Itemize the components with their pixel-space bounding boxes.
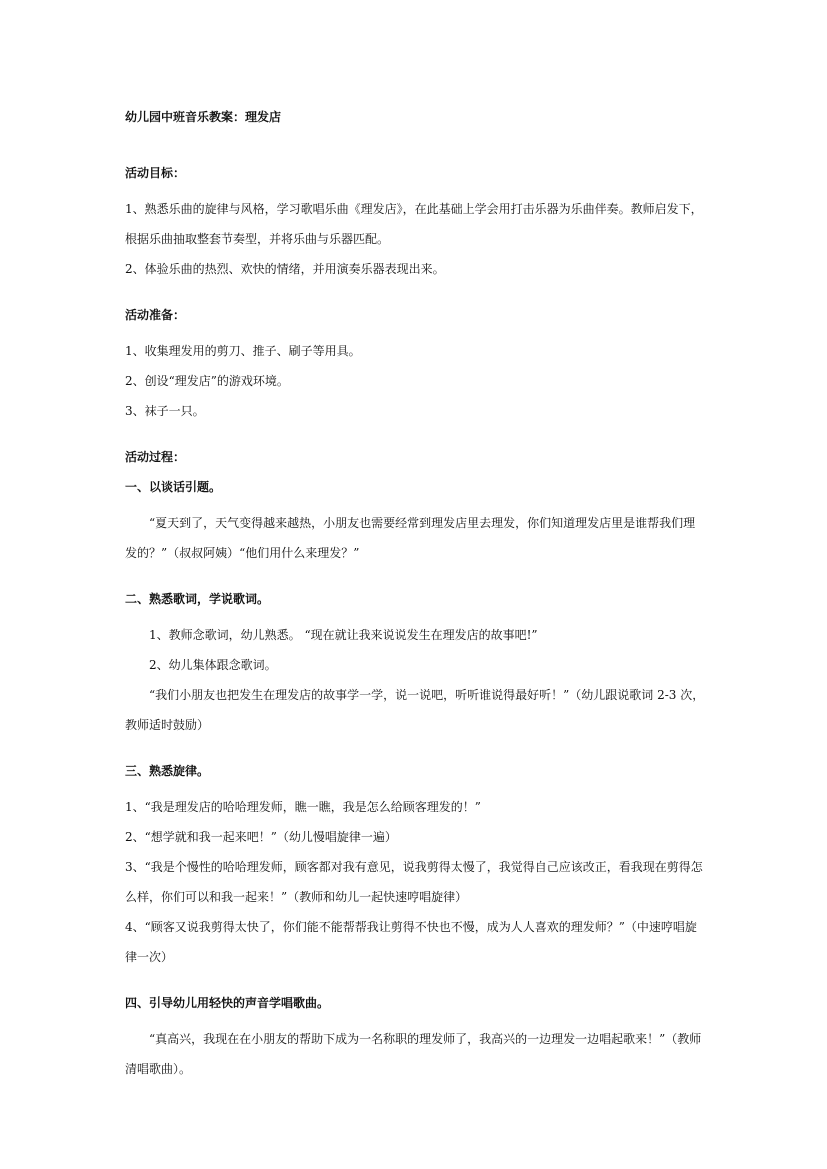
step-3-line: 4、“顾客又说我剪得太快了，你们能不能帮帮我让剪得不快也不慢，成为人人喜欢的理发师？”（中速哼唱旋律一次） [125,920,697,964]
goals-heading: 活动目标： [125,166,186,180]
step-3-line: 3、“我是个慢性的哈哈理发师，顾客都对我有意见，说我剪得太慢了，我觉得自己应该改正，看我现在剪得怎么样，你们可以和我一起来！”（教师和幼儿一起快速哼唱旋律） [125,860,703,904]
step-4-heading: 四、引导幼儿用轻快的声音学唱歌曲。 [125,996,330,1010]
step-2-line: 2、幼儿集体跟念歌词。 [149,658,277,672]
spacer [125,972,705,994]
step-3-line: 1、“我是理发店的哈哈理发师，瞧一瞧，我是怎么给顾客理发的！” [125,800,481,814]
process-heading: 活动过程： [125,450,186,464]
spacer [125,284,705,306]
step-2-line: “我们小朋友也把发生在理发店的故事学一学，说一说吧，听听谁说得最好听！”（幼儿跟说歌词 2-3 次，教师适时鼓励） [125,688,705,732]
prep-section [125,306,705,426]
step-1-text: “夏天到了，天气变得越来越热，小朋友也需要经常到理发店里去理发，你们知道理发店里是谁帮我们理发的？”（叔叔阿姨）“他们用什么来理发？” [125,516,696,560]
step-2-line: 1、教师念歌词，幼儿熟悉。 “现在就让我来说说发生在理发店的故事吧!” [149,628,538,642]
spacer [125,426,705,448]
document-title: 幼儿园中班音乐教案：理发店 [125,110,282,124]
step-2-heading: 二、熟悉歌词，学说歌词。 [125,592,270,606]
step-3-line: 2、“想学就和我一起来吧！”（幼儿慢唱旋律一遍） [125,830,397,844]
goal-item: 2、体验乐曲的热烈、欢快的情绪，并用演奏乐器表现出来。 [125,262,445,276]
step-4-text: “真高兴，我现在在小朋友的帮助下成为一名称职的理发师了，我高兴的一边理发一边唱起歌来！”（教师清唱歌曲）。 [125,1032,702,1076]
spacer [125,568,705,590]
prep-item: 1、收集理发用的剪刀、推子、刷子等用具。 [125,344,361,358]
prep-item: 3、袜子一只。 [125,404,205,418]
goals-section [125,164,705,284]
goal-item: 1、熟悉乐曲的旋律与风格，学习歌唱乐曲《理发店》，在此基础上学会用打击乐器为乐曲伴奏。教师启发下，根据乐曲抽取整套节奏型，并将乐曲与乐器匹配。 [125,202,703,246]
prep-item: 2、创设“理发店”的游戏环境。 [125,374,289,388]
step-1-heading: 一、以谈话引题。 [125,480,222,494]
process-section [125,448,705,1084]
step-3-heading: 三、熟悉旋律。 [125,764,210,778]
spacer [125,740,705,762]
prep-heading: 活动准备： [125,308,186,322]
